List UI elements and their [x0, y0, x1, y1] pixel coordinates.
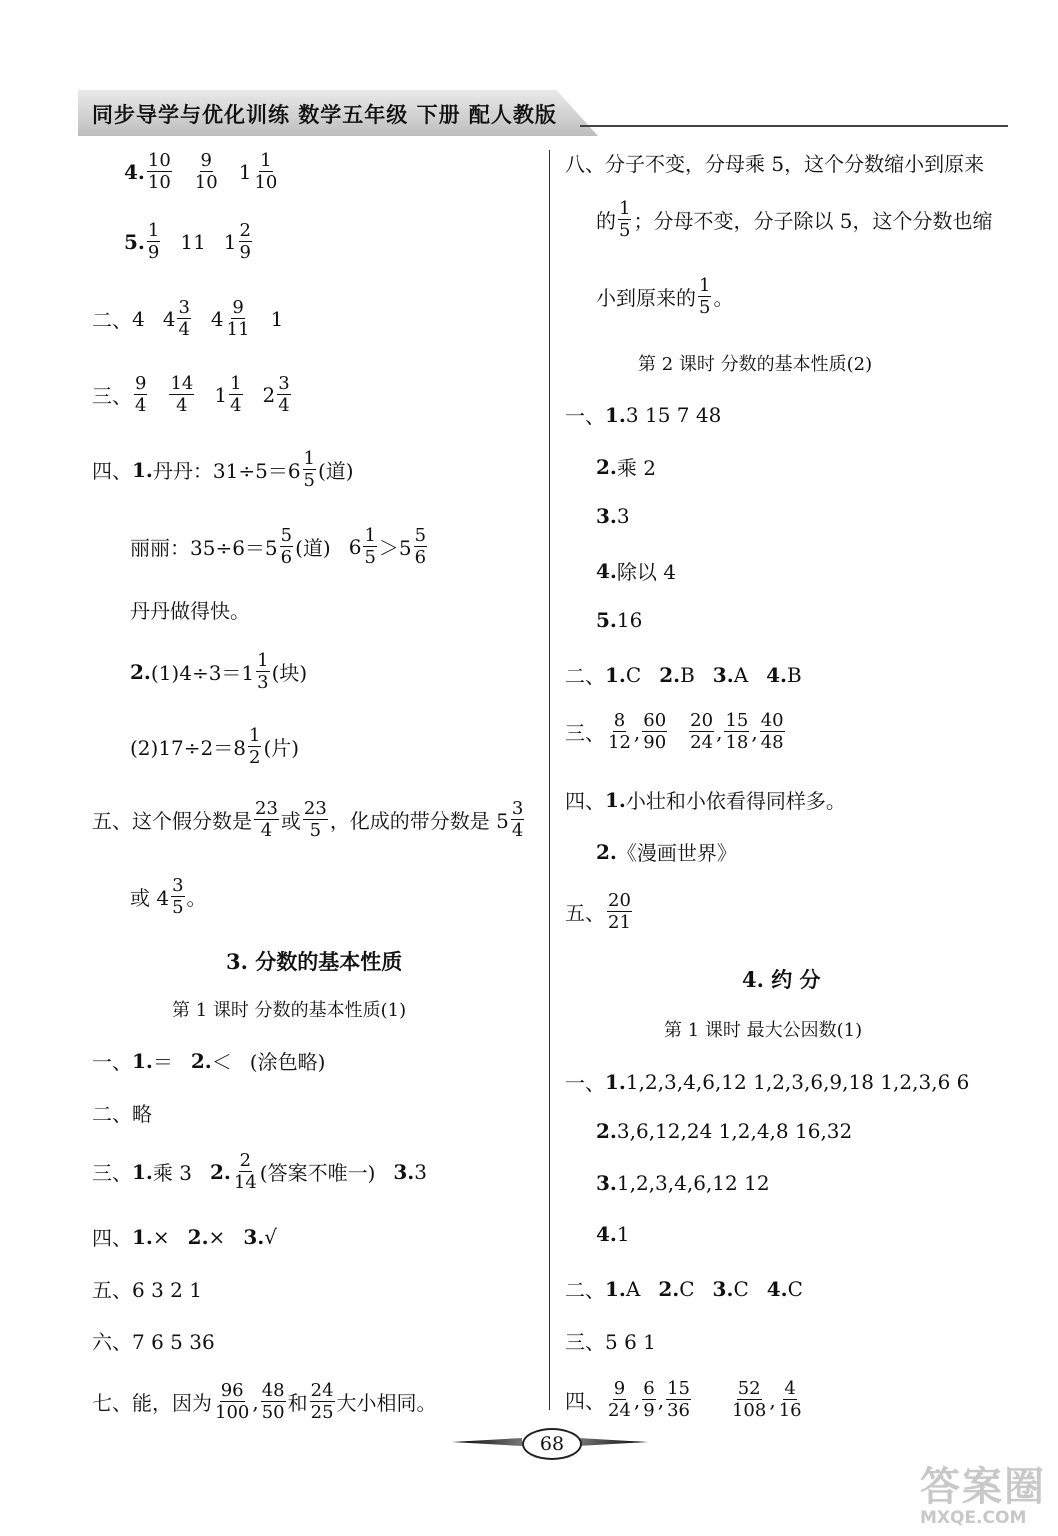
- fraction: $\frac{23}{4}$: [255, 798, 278, 841]
- fraction: $\frac{1}{5}$: [619, 198, 631, 241]
- answer-line: 四、 1. 小壮和小依看得同样多。: [565, 787, 846, 813]
- fraction: $\frac{1}{5}$: [303, 448, 315, 491]
- answer-line: 三、5 6 1: [565, 1330, 656, 1354]
- answer-line: 3. 3: [596, 504, 630, 528]
- fraction: $\frac{5}{6}$: [280, 525, 293, 568]
- answer-line: 2. 3,6,12,24 1,2,4,8 16,32: [596, 1119, 853, 1143]
- fraction: $\frac{4}{16}$: [778, 1378, 802, 1421]
- answer-line: 5. $\frac{1}{9}$ 11 1 $\frac{2}{9}$: [124, 220, 251, 263]
- header-title: 同步导学与优化训练 数学五年级 下册 配人教版: [92, 102, 557, 127]
- fraction: $\frac{15}{18}$: [725, 710, 749, 753]
- answer-line: 4. 1: [596, 1222, 630, 1246]
- answer-line: 三、 $\frac{8}{12}$ , $\frac{60}{90}$ $\frac{20}{24}$ , $\frac{15}{18}$ , $\frac{40}{48}$: [565, 710, 784, 753]
- fraction: $\frac{9}{24}$: [608, 1378, 631, 1421]
- fraction: $\frac{23}{5}$: [303, 798, 327, 841]
- fraction: $\frac{3}{4}$: [278, 373, 290, 416]
- lesson-heading: 第 1 课时 最大公因数(1): [664, 1020, 863, 1041]
- answer-line: 三、 $\frac{9}{4}$ $\frac{14}{4}$ 1 $\frac{1}{4}$ 2 $\frac{3}{4}$: [92, 373, 290, 416]
- answer-line: 4. $\frac{10}{10}$ $\frac{9}{10}$ 1 $\frac{1}{10}$: [124, 150, 278, 193]
- section-heading: 3. 分数的基本性质: [226, 949, 403, 974]
- fraction: $\frac{40}{48}$: [760, 710, 784, 753]
- answer-line: 二、 1. A 2. C 3. C 4. C: [565, 1276, 803, 1302]
- answer-line: 2. 《漫画世界》: [596, 839, 737, 865]
- fraction: $\frac{5}{6}$: [414, 525, 427, 568]
- watermark-logo: 答案圈 MXQE.COM: [920, 1464, 1046, 1528]
- answer-line: 五、这个假分数是 $\frac{23}{4}$ 或 $\frac{23}{5}$ ，化成的带分数是 5 $\frac{3}{4}$: [92, 798, 524, 841]
- page-number: 68: [522, 1428, 582, 1460]
- fraction: $\frac{14}{4}$: [170, 373, 194, 416]
- fraction: $\frac{1}{10}$: [254, 150, 278, 193]
- fraction: $\frac{6}{9}$: [643, 1378, 655, 1421]
- answer-line: 4. 除以 4: [596, 558, 676, 584]
- page-footer: [450, 1428, 650, 1456]
- answer-line: 的 $\frac{1}{5}$ ；分母不变，分子除以 5，这个分数也缩: [596, 198, 993, 241]
- fraction: $\frac{2}{14}$: [233, 1150, 257, 1193]
- answer-line: 四、 1. × 2. × 3. √: [92, 1224, 277, 1250]
- fraction: $\frac{20}{24}$: [690, 710, 714, 753]
- header-rule: [580, 125, 1008, 127]
- fraction: $\frac{3}{4}$: [511, 798, 524, 841]
- answer-line: 五、6 3 2 1: [92, 1278, 202, 1302]
- answer-line: 2. (1)4÷3＝1 $\frac{1}{3}$ (块): [130, 650, 308, 693]
- fraction: $\frac{20}{21}$: [608, 890, 631, 933]
- fraction: $\frac{60}{90}$: [643, 710, 667, 753]
- answer-line: 小到原来的 $\frac{1}{5}$ 。: [596, 275, 734, 318]
- answer-line: 七、能，因为 $\frac{96}{100}$ , $\frac{48}{50}$ 和 $\frac{24}{25}$ 大小相同。: [92, 1380, 437, 1423]
- answer-line: 五、 $\frac{20}{21}$: [565, 890, 631, 933]
- answer-line: 一、 1. 3 15 7 48: [565, 402, 722, 428]
- fraction: $\frac{1}{3}$: [257, 650, 269, 693]
- fraction: $\frac{48}{50}$: [261, 1380, 285, 1423]
- fraction: $\frac{9}{11}$: [226, 297, 250, 340]
- footer-ornament-right: [578, 1438, 648, 1446]
- answer-line: 二、 4 4 $\frac{3}{4}$ 4 $\frac{9}{11}$ 1: [92, 297, 284, 340]
- item-number: 5.: [124, 229, 145, 254]
- answer-line: 二、略: [92, 1102, 152, 1126]
- answer-line: 丽丽：35÷6＝5 $\frac{5}{6}$ (道) 6 $\frac{1}{5}$ ＞5 $\frac{5}{6}$: [130, 525, 427, 568]
- fraction: $\frac{3}{4}$: [178, 297, 190, 340]
- fraction: $\frac{15}{36}$: [667, 1378, 690, 1421]
- answer-line: 3. 1,2,3,4,6,12 12: [596, 1171, 770, 1195]
- fraction: $\frac{9}{10}$: [194, 150, 218, 193]
- fraction: $\frac{1}{4}$: [230, 373, 242, 416]
- column-divider: [549, 150, 550, 1410]
- answer-line: (2)17÷2＝8 $\frac{1}{2}$ (片): [130, 725, 300, 768]
- fraction: $\frac{96}{100}$: [215, 1380, 250, 1423]
- fraction: $\frac{10}{10}$: [147, 150, 171, 193]
- section-heading: 4. 约 分: [742, 967, 821, 992]
- answer-line: 或 4 $\frac{3}{5}$ 。: [130, 875, 207, 918]
- fraction: $\frac{24}{25}$: [310, 1380, 334, 1423]
- fraction: $\frac{1}{5}$: [364, 525, 376, 568]
- footer-ornament-left: [452, 1438, 522, 1446]
- answer-line: 5. 16: [596, 608, 643, 632]
- fraction: $\frac{9}{4}$: [135, 373, 147, 416]
- answer-line: 丹丹做得快。: [130, 599, 250, 623]
- answer-line: 六、7 6 5 36: [92, 1330, 215, 1354]
- answer-line: 2. 乘 2: [596, 454, 656, 480]
- answer-line: 一、 1. ＝ 2. ＜ (涂色略): [92, 1048, 326, 1074]
- answer-line: 四、 1. 丹丹：31÷5＝6 $\frac{1}{5}$ (道): [92, 448, 354, 491]
- answer-line: 四、 $\frac{9}{24}$ , $\frac{6}{9}$ , $\frac{15}{36}$ $\frac{52}{108}$ , $\frac{4}{16}$: [565, 1378, 802, 1421]
- answer-line: 三、 1. 乘 3 2. $\frac{2}{14}$ (答案不唯一) 3. 3: [92, 1150, 428, 1193]
- item-number: 4.: [124, 159, 145, 184]
- fraction: $\frac{8}{12}$: [608, 710, 631, 753]
- answer-line: 一、 1. 1,2,3,4,6,12 1,2,3,6,9,18 1,2,3,6 6: [565, 1069, 970, 1095]
- fraction: $\frac{1}{5}$: [699, 275, 711, 318]
- fraction: $\frac{2}{9}$: [239, 220, 251, 263]
- fraction: $\frac{52}{108}$: [731, 1378, 767, 1421]
- lesson-heading: 第 2 课时 分数的基本性质(2): [638, 354, 873, 375]
- fraction: $\frac{1}{9}$: [147, 220, 160, 263]
- lesson-heading: 第 1 课时 分数的基本性质(1): [172, 1000, 407, 1021]
- answer-line: 八、分子不变，分母乘 5，这个分数缩小到原来: [565, 152, 985, 176]
- fraction: $\frac{3}{5}$: [172, 875, 184, 918]
- fraction: $\frac{1}{2}$: [249, 725, 261, 768]
- answer-line: 二、 1. C 2. B 3. A 4. B: [565, 662, 802, 688]
